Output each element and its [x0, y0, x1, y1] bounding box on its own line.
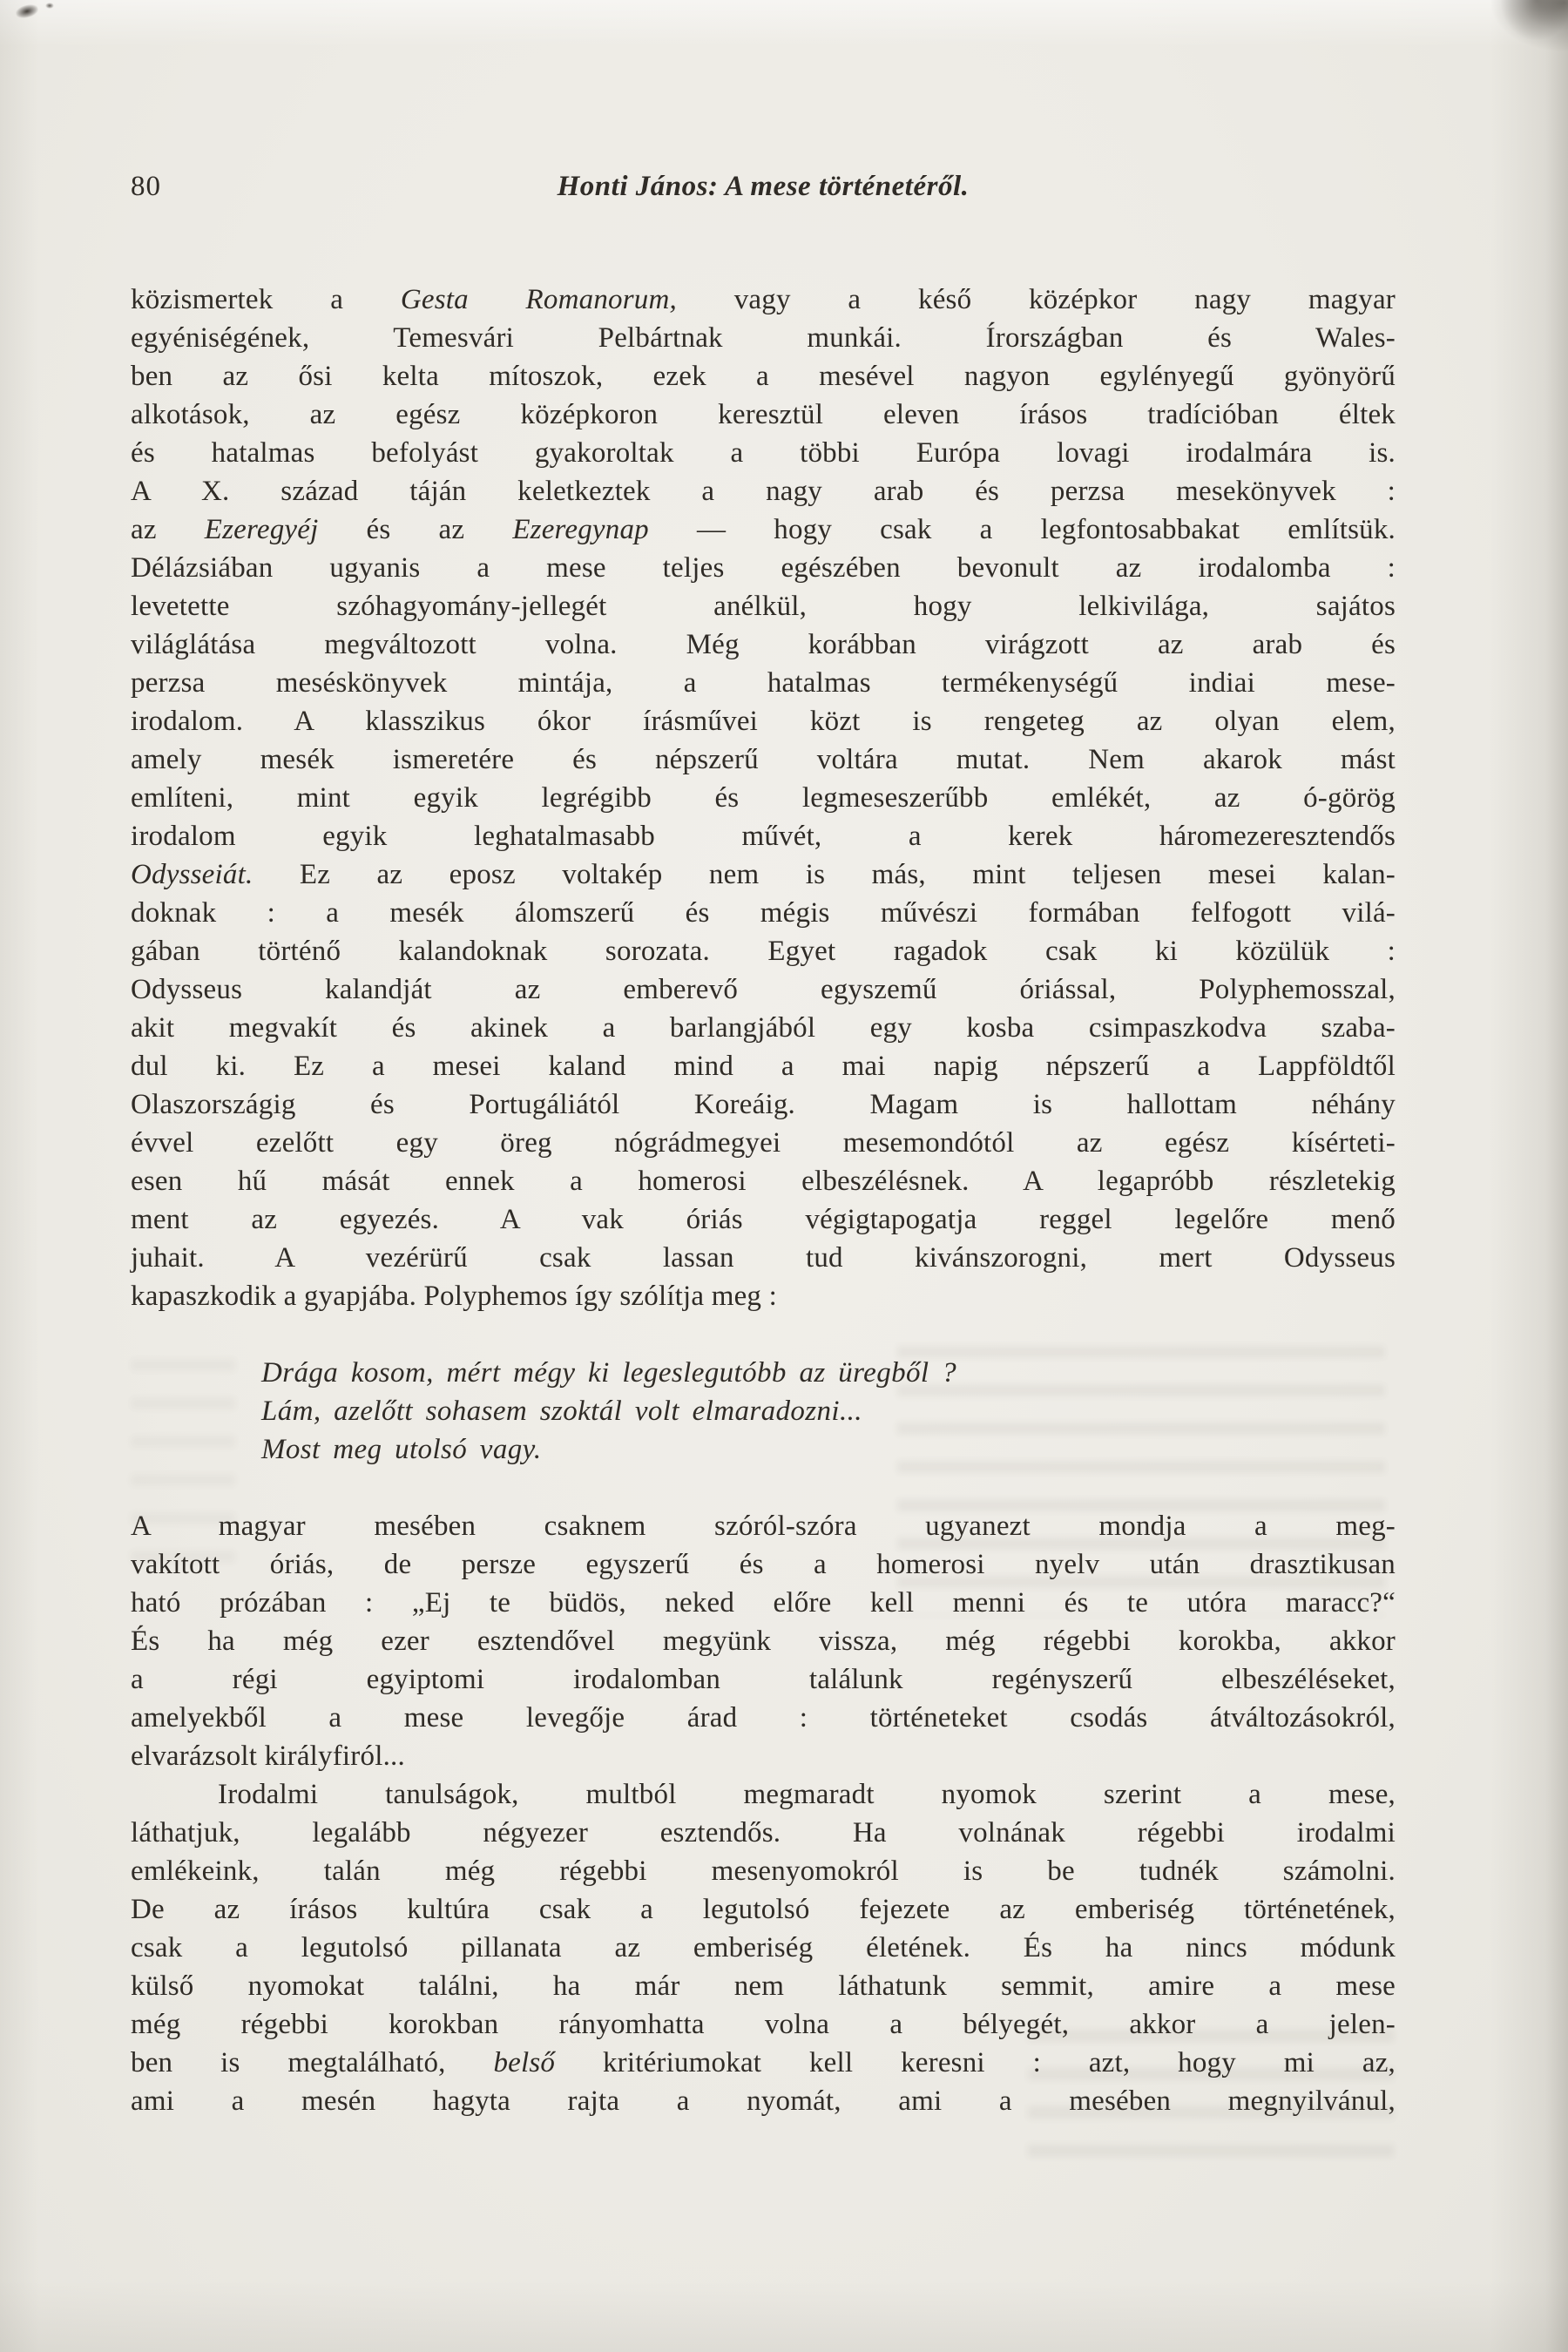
- verse-line: [261, 1354, 1396, 1392]
- scan-spot-top-left: [15, 3, 40, 20]
- page-number: 80: [131, 171, 161, 202]
- text-line: [131, 434, 1396, 472]
- text-segment: Irodalmi tanulságok, multból megmaradt nyomok szerint a mese,: [218, 1779, 1396, 1810]
- text-segment: irodalom. A klasszikus ókor írásművei közt is rengeteg az olyan elem,: [131, 706, 1396, 737]
- text-line: [131, 855, 1396, 894]
- text-segment: levetette szóhagyomány-jellegét anélkül, hogy lelkivilága, sajátos: [131, 591, 1396, 622]
- text-line: [131, 1239, 1396, 1277]
- text-segment: és az: [318, 514, 513, 545]
- text-segment: — hogy csak a legfontosabbakat említsük.: [648, 514, 1396, 545]
- text-segment: De az írásos kultúra csak a legutolsó fejezete az emberiség történetének,: [131, 1894, 1396, 1925]
- text-line: [131, 1967, 1396, 2005]
- paragraph: [131, 280, 1396, 1315]
- running-title: Honti János: A mese történetéről.: [557, 171, 970, 202]
- scan-spot-top-left-2: [45, 3, 54, 9]
- text-line: [131, 1775, 1396, 1814]
- text-line: [131, 1660, 1396, 1699]
- text-segment: dul ki. Ez a mesei kaland mind a mai napig népszerű a Lappföldtől: [131, 1051, 1396, 1082]
- text-line: [131, 1085, 1396, 1124]
- italic-text: Gesta Romanorum,: [400, 284, 677, 315]
- italic-text: Ezeregynap: [512, 514, 649, 545]
- text-line: [131, 932, 1396, 970]
- text-segment: külső nyomokat találni, ha már nem láthatunk semmit, amire a mese: [131, 1970, 1396, 2002]
- italic-text: Lám, azelőtt sohasem szoktál volt elmaradozni...: [261, 1396, 862, 1427]
- text-segment: a régi egyiptomi irodalomban találunk regényszerű elbeszéléseket,: [131, 1664, 1396, 1695]
- italic-text: Ezeregyéj: [204, 514, 319, 545]
- text-line: [131, 510, 1396, 549]
- verse-block: [261, 1354, 1396, 1469]
- italic-text: Most meg utolsó vagy.: [261, 1434, 542, 1465]
- text-segment: közismertek a: [131, 284, 401, 315]
- text-line: [131, 1277, 1396, 1315]
- text-line: [131, 625, 1396, 664]
- text-line: [131, 357, 1396, 395]
- text-segment: csak a legutolsó pillanata az emberiség életének. És ha nincs módunk: [131, 1932, 1396, 1963]
- text-segment: elvarázsolt királyfiról...: [131, 1740, 405, 1772]
- text-segment: az: [131, 514, 205, 545]
- text-line: [131, 587, 1396, 625]
- text-line: [131, 2082, 1396, 2120]
- text-line: [131, 472, 1396, 510]
- text-segment: vagy a késő középkor nagy magyar: [676, 284, 1396, 315]
- page-header: [131, 167, 1396, 206]
- text-segment: emlékeink, talán még régebbi mesenyomokról is be tudnék számolni.: [131, 1855, 1396, 1887]
- scan-shadow-top-right: [1490, 0, 1568, 52]
- text-line: [131, 817, 1396, 855]
- text-segment: és hatalmas befolyást gyakoroltak a többi Európa lovagi irodalmára is.: [131, 437, 1396, 469]
- text-segment: És ha még ezer esztendővel megyünk vissza, még régebbi korokba, akkor: [131, 1625, 1396, 1657]
- page-edge-shadow: [1545, 0, 1568, 2352]
- paragraph: [131, 1507, 1396, 1775]
- text-line: [131, 1009, 1396, 1047]
- text-line: [131, 1890, 1396, 1929]
- text-line: [131, 1699, 1396, 1737]
- page-body: [131, 280, 1396, 2120]
- text-segment: Délázsiában ugyanis a mese teljes egészében bevonult az irodalomba :: [131, 552, 1396, 584]
- text-segment: egyéniségének, Temesvári Pelbártnak munkái. Írországban és Wales-: [131, 322, 1396, 354]
- text-line: [131, 702, 1396, 740]
- text-segment: világlátása megváltozott volna. Még korábban virágzott az arab és: [131, 629, 1396, 660]
- text-line: [131, 664, 1396, 702]
- text-segment: ment az egyezés. A vak óriás végigtapogatja reggel legelőre menő: [131, 1204, 1396, 1235]
- text-segment: A X. század táján keletkeztek a nagy arab és perzsa mesekönyvek :: [131, 476, 1396, 507]
- text-segment: említeni, mint egyik legrégibb és legmeseszerűbb emlékét, az ó-görög: [131, 782, 1396, 814]
- text-line: [131, 1929, 1396, 1967]
- text-segment: gában történő kalandoknak sorozata. Egyet ragadok csak ki közülük :: [131, 936, 1396, 967]
- text-segment: A magyar mesében csaknem szóról-szóra ugyanezt mondja a meg-: [131, 1511, 1396, 1542]
- text-segment: akit megvakít és akinek a barlangjából egy kosba csimpaszkodva szaba-: [131, 1012, 1396, 1044]
- verse-line: [261, 1430, 1396, 1469]
- text-line: [131, 2044, 1396, 2082]
- text-line: [131, 894, 1396, 932]
- text-segment: esen hű mását ennek a homerosi elbeszélésnek. A legapróbb részletekig: [131, 1166, 1396, 1197]
- text-line: [131, 319, 1396, 357]
- text-segment: amelyekből a mese levegője árad : történeteket csodás átváltozásokról,: [131, 1702, 1396, 1734]
- text-segment: évvel ezelőtt egy öreg nógrádmegyei mesemondótól az egész kísérteti-: [131, 1127, 1396, 1159]
- text-line: [131, 1124, 1396, 1162]
- text-line: [131, 549, 1396, 587]
- text-line: [131, 779, 1396, 817]
- text-segment: doknak : a mesék álomszerű és mégis művészi formában felfogott vilá-: [131, 897, 1396, 929]
- text-segment: amely mesék ismeretére és népszerű voltára mutat. Nem akarok mást: [131, 744, 1396, 775]
- text-line: [131, 1162, 1396, 1200]
- text-line: [131, 1852, 1396, 1890]
- text-segment: még régebbi korokban rányomhatta volna a bélyegét, akkor a jelen-: [131, 2009, 1396, 2040]
- text-line: [131, 1047, 1396, 1085]
- text-segment: Odysseus kalandját az emberevő egyszemű óriással, Polyphemosszal,: [131, 974, 1396, 1005]
- text-line: [131, 1584, 1396, 1622]
- italic-text: Odysseiát.: [131, 859, 253, 890]
- text-segment: irodalom egyik leghatalmasabb művét, a kerek háromezeresztendős: [131, 821, 1396, 852]
- text-line: [131, 280, 1396, 319]
- verse-line: [261, 1392, 1396, 1430]
- text-line: [131, 1200, 1396, 1239]
- text-segment: ható prózában : „Ej te büdös, neked előre kell menni és te utóra maracc?“: [131, 1587, 1396, 1619]
- text-line: [131, 395, 1396, 434]
- text-segment: láthatjuk, legalább négyezer esztendős. Ha volnának régebbi irodalmi: [131, 1817, 1396, 1848]
- text-segment: Ez az eposz voltakép nem is más, mint teljesen mesei kalan-: [253, 859, 1396, 890]
- text-segment: Olaszországig és Portugáliától Koreáig. Magam is hallottam néhány: [131, 1089, 1396, 1120]
- text-line: [131, 1737, 1396, 1775]
- italic-text: belső: [493, 2047, 556, 2078]
- text-line: [131, 2005, 1396, 2044]
- text-segment: perzsa meséskönyvek mintája, a hatalmas termékenységű indiai mese-: [131, 667, 1396, 699]
- text-segment: juhait. A vezérürű csak lassan tud kivánszorogni, mert Odysseus: [131, 1242, 1396, 1274]
- text-segment: kritériumokat kell keresni : azt, hogy mi az,: [555, 2047, 1396, 2078]
- text-segment: ben az ősi kelta mítoszok, ezek a mesével nagyon egylényegű gyönyörű: [131, 361, 1396, 392]
- text-segment: ami a mesén hagyta rajta a nyomát, ami a mesében megnyilvánul,: [131, 2085, 1396, 2117]
- text-segment: alkotások, az egész középkoron keresztül eleven írásos tradícióban éltek: [131, 399, 1396, 430]
- text-line: [131, 1545, 1396, 1584]
- text-segment: kapaszkodik a gyapjába. Polyphemos így szólítja meg :: [131, 1281, 777, 1312]
- text-segment: ben is megtalálható,: [131, 2047, 494, 2078]
- text-line: [131, 1507, 1396, 1545]
- text-line: [131, 1622, 1396, 1660]
- text-line: [131, 970, 1396, 1009]
- paragraph: [131, 1775, 1396, 2120]
- text-line: [131, 740, 1396, 779]
- text-line: [131, 1814, 1396, 1852]
- text-segment: vakított óriás, de persze egyszerű és a homerosi nyelv után drasztikusan: [131, 1549, 1396, 1580]
- italic-text: Drága kosom, mért mégy ki legeslegutóbb az üregből ?: [261, 1357, 957, 1389]
